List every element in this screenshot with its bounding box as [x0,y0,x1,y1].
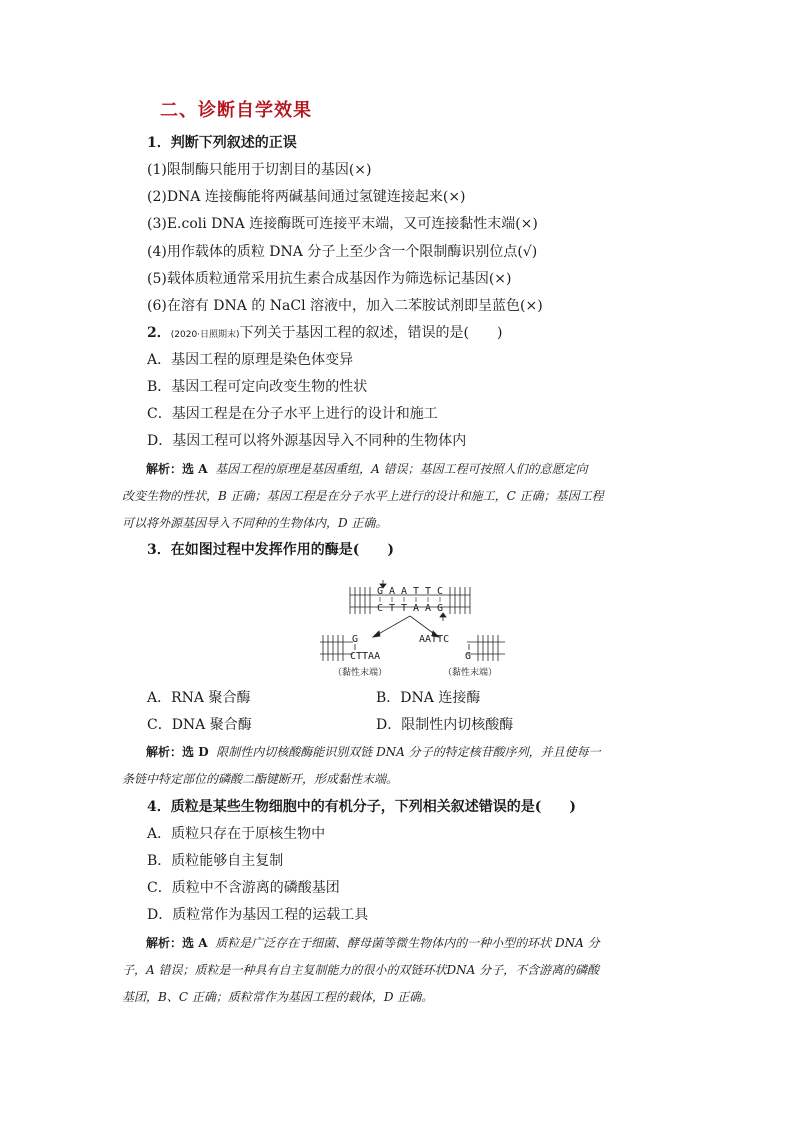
analysis-choice: 选 A [182,936,208,950]
q2-stem: 下列关于基因工程的叙述，错误的是( ) [239,325,503,341]
q2-stem-line [147,324,502,344]
q1-item: (3)E.coli DNA 连接酶既可连接平末端，又可连接黏性末端(×) [147,216,538,232]
base: A [389,586,396,597]
q2-option-a: A．基因工程的原理是染色体变异 [147,352,354,368]
q4-option-d: D．质粒常作为基因工程的运载工具 [147,907,369,923]
right-fragment [467,635,505,661]
analysis-line: 子，A 错误；质粒是一种具有自主复制能力的很小的双链环状DNA 分子，不含游离的磷酸 [122,963,600,977]
q1-item: (1)限制酶只能用于切割目的基因(×) [147,162,372,178]
right-fragment-bottom: G [465,651,472,662]
analysis-line: 基团，B、C 正确；质粒常作为基因工程的载体，D 正确。 [122,990,434,1004]
analysis-choice: 选 D [182,745,209,759]
q2-source: (2020·日照期末) [170,330,240,340]
q2-analysis [122,456,682,537]
analysis-line: 改变生物的性状，B 正确；基因工程是在分子水平上进行的设计和施工，C 正确；基因工程 [122,489,604,503]
analysis-line: 基因工程的原理是基因重组，A 错误；基因工程可按照人们的意愿定向 [215,462,588,476]
base: T [425,586,432,597]
base: A [413,603,420,614]
q1-item: (6)在溶有 DNA 的 NaCl 溶液中，加入二苯胺试剂即呈蓝色(×) [147,298,543,314]
q3-stem: 3．在如图过程中发挥作用的酶是( ) [147,542,394,558]
analysis-label: 解析： [146,745,183,759]
q2-option-c: C．基因工程是在分子水平上进行的设计和施工 [147,406,438,422]
base: C [377,603,384,614]
q3-option-b: B．DNA 连接酶 [376,690,481,706]
analysis-line: 可以将外源基因导入不同种的生物体内，D 正确。 [122,516,388,530]
analysis-choice: 选 A [182,462,208,476]
q1-item: (4)用作载体的质粒 DNA 分子上至少含一个限制酶识别位点(√) [147,244,538,260]
base: C [437,586,444,597]
q3-option-c: C．DNA 聚合酶 [147,717,252,733]
q3-analysis [122,739,682,793]
base: T [413,586,420,597]
q4-option-c: C．质粒中不含游离的磷酸基团 [147,880,340,896]
base: A [401,586,408,597]
section-title: 二、诊断自学效果 [160,100,312,121]
base: T [401,603,408,614]
analysis-label: 解析： [146,936,183,950]
analysis-line: 条链中特定部位的磷酸二酯键断开，形成黏性末端。 [122,772,399,786]
q2-option-d: D．基因工程可以将外源基因导入不同种的生物体内 [147,433,467,449]
left-fragment-bottom: CTTAA [350,651,381,662]
left-caption: （黏性末端） [333,668,388,678]
q4-stem: 4．质粒是某些生物细胞中的有机分子，下列相关叙述错误的是( ) [147,799,576,815]
q1-item: (2)DNA 连接酶能将两碱基间通过氢键连接起来(×) [147,189,466,205]
analysis-line: 限制性内切核酸酶能识别双链 DNA 分子的特定核苷酸序列，并且使每一 [216,745,601,759]
q2-number: 2． [147,325,171,341]
base: T [389,603,396,614]
right-caption: （黏性末端） [443,668,498,678]
dna-cut-diagram [315,580,535,680]
q1-item: (5)载体质粒通常采用抗生素合成基因作为筛选标记基因(×) [147,271,512,287]
analysis-label: 解析： [146,462,183,476]
cut-site-arrow-bottom [440,613,446,621]
left-fragment-top: G [352,634,359,645]
base: A [425,603,432,614]
base: G [437,603,444,614]
q4-analysis [122,930,682,1011]
analysis-line: 质粒是广泛存在于细菌、酵母菌等微生物体内的一种小型的环状 DNA 分 [215,936,600,950]
q4-option-a: A．质粒只存在于原核生物中 [147,826,326,842]
bottom-strand-bases [377,603,443,614]
dna-ladder-top [350,587,470,614]
q3-option-a: A．RNA 聚合酶 [147,690,251,706]
q3-option-d: D．限制性内切核酸酶 [376,717,514,733]
base-pair-ticks [380,597,440,602]
q2-option-b: B．基因工程可定向改变生物的性状 [147,379,368,395]
q1-stem: 1．判断下列叙述的正误 [147,135,297,151]
right-fragment-top: AATTC [419,634,450,645]
base: G [377,586,384,597]
q4-option-b: B．质粒能够自主复制 [147,853,284,869]
